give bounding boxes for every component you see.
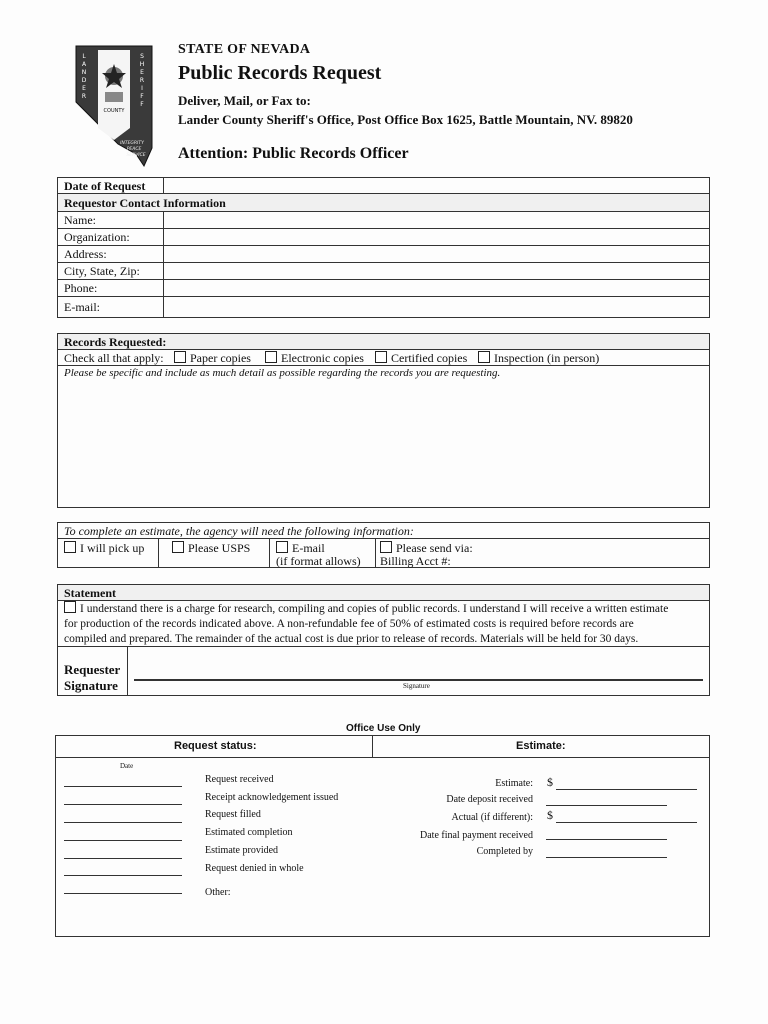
name-field[interactable] — [164, 212, 709, 228]
signature-line[interactable] — [134, 679, 703, 681]
contact-organization-row — [58, 229, 709, 246]
email-label: E-mail: — [64, 300, 100, 314]
usps-label: Please USPS — [188, 541, 251, 555]
svg-text:E: E — [82, 85, 86, 92]
inspection-checkbox[interactable] — [478, 351, 490, 363]
statement-section — [57, 584, 710, 696]
svg-text:L: L — [82, 53, 86, 60]
statement-line-1: I understand there is a charge for research, compiling and copies of public records. I understand I will receive a written estimate — [80, 603, 669, 615]
svg-text:PEACE: PEACE — [126, 147, 142, 152]
records-options-row — [58, 350, 709, 366]
actual-amount-label: Actual (if different): — [451, 812, 533, 823]
phone-label: Phone: — [64, 281, 98, 295]
records-title: Records Requested: — [64, 335, 167, 349]
paper-copies-label: Paper copies — [190, 351, 251, 365]
page-title: Public Records Request — [178, 62, 382, 84]
header-deliver: Deliver, Mail, or Fax to: — [178, 93, 311, 108]
header-state: STATE OF NEVADA — [178, 42, 311, 57]
usps-option[interactable] — [172, 541, 250, 556]
phone-field[interactable] — [164, 280, 709, 296]
estimate-dollar-sign: $ — [547, 775, 553, 789]
certified-copies-label: Certified copies — [391, 351, 468, 365]
status-request-filled: Request filled — [205, 809, 261, 820]
pickup-option[interactable] — [64, 541, 144, 556]
request-status-header: Request status: — [174, 740, 257, 752]
contact-name-row — [58, 212, 709, 229]
pickup-label: I will pick up — [80, 541, 145, 555]
date-line-estimate-provided[interactable] — [64, 858, 182, 859]
records-instruction: Please be specific and include as much detail as possible regarding the records you are requesting. — [64, 367, 501, 379]
email-field[interactable] — [164, 297, 709, 317]
records-requested-section — [57, 333, 710, 508]
status-request-received: Request received — [205, 774, 274, 785]
svg-text:F: F — [140, 101, 144, 108]
svg-text:D: D — [81, 77, 87, 84]
date-of-request-label: Date of Request — [64, 179, 146, 193]
usps-checkbox[interactable] — [172, 541, 184, 553]
svg-text:SERVICE: SERVICE — [126, 153, 146, 158]
send-via-label: Please send via: — [396, 541, 473, 555]
electronic-copies-checkbox[interactable] — [265, 351, 277, 363]
actual-amount-line[interactable] — [556, 822, 697, 823]
pickup-checkbox[interactable] — [64, 541, 76, 553]
certified-copies-checkbox[interactable] — [375, 351, 387, 363]
city-state-zip-field[interactable] — [164, 263, 709, 279]
acknowledge-checkbox[interactable] — [64, 601, 76, 613]
date-line-denied[interactable] — [64, 875, 182, 876]
deposit-received-label: Date deposit received — [446, 794, 533, 805]
office-use-section — [55, 735, 710, 937]
status-other: Other: — [205, 887, 231, 898]
statement-title: Statement — [64, 586, 116, 600]
svg-text:E: E — [140, 69, 144, 76]
contact-email-row — [58, 297, 709, 317]
email-delivery-checkbox[interactable] — [276, 541, 288, 553]
completed-by-label: Completed by — [476, 846, 533, 857]
office-use-title: Office Use Only — [346, 723, 421, 734]
inspection-option[interactable] — [478, 351, 599, 366]
svg-text:A: A — [81, 61, 87, 68]
estimate-intro-row — [58, 523, 709, 539]
contact-city-row — [58, 263, 709, 280]
certified-copies-option[interactable] — [375, 351, 467, 366]
statement-line-3: compiled and prepared. The remainder of the actual cost is due prior to release of records. Materials will be held for 30 days. — [64, 633, 639, 645]
contact-address-row — [58, 246, 709, 263]
signature-caption: Signature — [403, 682, 430, 690]
inspection-label: Inspection (in person) — [494, 351, 600, 365]
organization-field[interactable] — [164, 229, 709, 245]
organization-label: Organization: — [64, 230, 130, 244]
svg-text:S: S — [140, 53, 144, 60]
status-request-denied: Request denied in whole — [205, 863, 304, 874]
date-line-estimated-completion[interactable] — [64, 840, 182, 841]
date-of-request-row — [58, 178, 709, 194]
status-estimated-completion: Estimated completion — [205, 827, 293, 838]
estimate-amount-label: Estimate: — [495, 778, 533, 789]
billing-account-label[interactable]: Billing Acct #: — [380, 554, 451, 568]
date-of-request-field[interactable] — [164, 178, 709, 193]
date-line-received[interactable] — [64, 786, 182, 787]
svg-text:COUNTY: COUNTY — [103, 108, 125, 114]
records-title-row — [58, 334, 709, 350]
address-field[interactable] — [164, 246, 709, 262]
contact-table — [57, 177, 710, 318]
date-line-other[interactable] — [64, 893, 182, 894]
svg-text:INTEGRITY: INTEGRITY — [120, 141, 144, 146]
statement-text — [58, 601, 709, 647]
electronic-copies-option[interactable] — [265, 351, 364, 366]
header-address: Lander County Sheriff's Office, Post Office Box 1625, Battle Mountain, NV. 89820 — [178, 112, 633, 127]
statement-line-2: for production of the records indicated above. A non-refundable fee of 50% of estimated costs is required before records are — [64, 618, 634, 630]
date-line-filled[interactable] — [64, 822, 182, 823]
email-delivery-label: E-mail — [292, 541, 325, 555]
svg-text:R: R — [81, 93, 87, 100]
status-receipt-acknowledgement: Receipt acknowledgement issued — [205, 792, 339, 803]
final-payment-line[interactable] — [546, 839, 667, 840]
estimate-header: Estimate: — [516, 740, 566, 752]
contact-section-label: Requestor Contact Information — [64, 196, 226, 210]
check-all-label: Check all that apply: — [64, 351, 164, 365]
actual-dollar-sign: $ — [547, 808, 553, 822]
paper-copies-checkbox[interactable] — [174, 351, 186, 363]
final-payment-label: Date final payment received — [420, 830, 533, 841]
status-estimate-provided: Estimate provided — [205, 845, 279, 856]
svg-text:R: R — [139, 77, 145, 84]
delivery-options-section — [57, 522, 710, 568]
date-line-acknowledgement[interactable] — [64, 804, 182, 805]
date-caption: Date — [120, 762, 134, 770]
estimate-amount-line[interactable] — [556, 789, 697, 790]
contact-phone-row — [58, 280, 709, 297]
send-via-checkbox[interactable] — [380, 541, 392, 553]
svg-text:H: H — [139, 61, 145, 68]
address-label: Address: — [64, 247, 107, 261]
estimate-intro: To complete an estimate, the agency will need the following information: — [64, 524, 414, 538]
lander-county-sheriff-badge-logo — [74, 44, 156, 170]
svg-text:F: F — [140, 93, 144, 100]
city-state-zip-label: City, State, Zip: — [64, 264, 140, 278]
name-label: Name: — [64, 213, 96, 227]
email-format-note: (if format allows) — [276, 554, 361, 568]
header-attention: Attention: Public Records Officer — [178, 145, 409, 162]
electronic-copies-label: Electronic copies — [281, 351, 364, 365]
deposit-received-line[interactable] — [546, 805, 667, 806]
requester-label: Requester — [64, 662, 121, 677]
svg-text:I: I — [141, 85, 143, 92]
statement-title-row — [58, 585, 709, 601]
completed-by-line[interactable] — [546, 857, 667, 858]
svg-text:N: N — [81, 69, 87, 76]
records-description-area[interactable] — [58, 366, 709, 507]
signature-label: Signature — [64, 678, 118, 693]
contact-section-row — [58, 194, 709, 212]
paper-copies-option[interactable] — [174, 351, 251, 366]
office-header-row — [56, 736, 709, 758]
